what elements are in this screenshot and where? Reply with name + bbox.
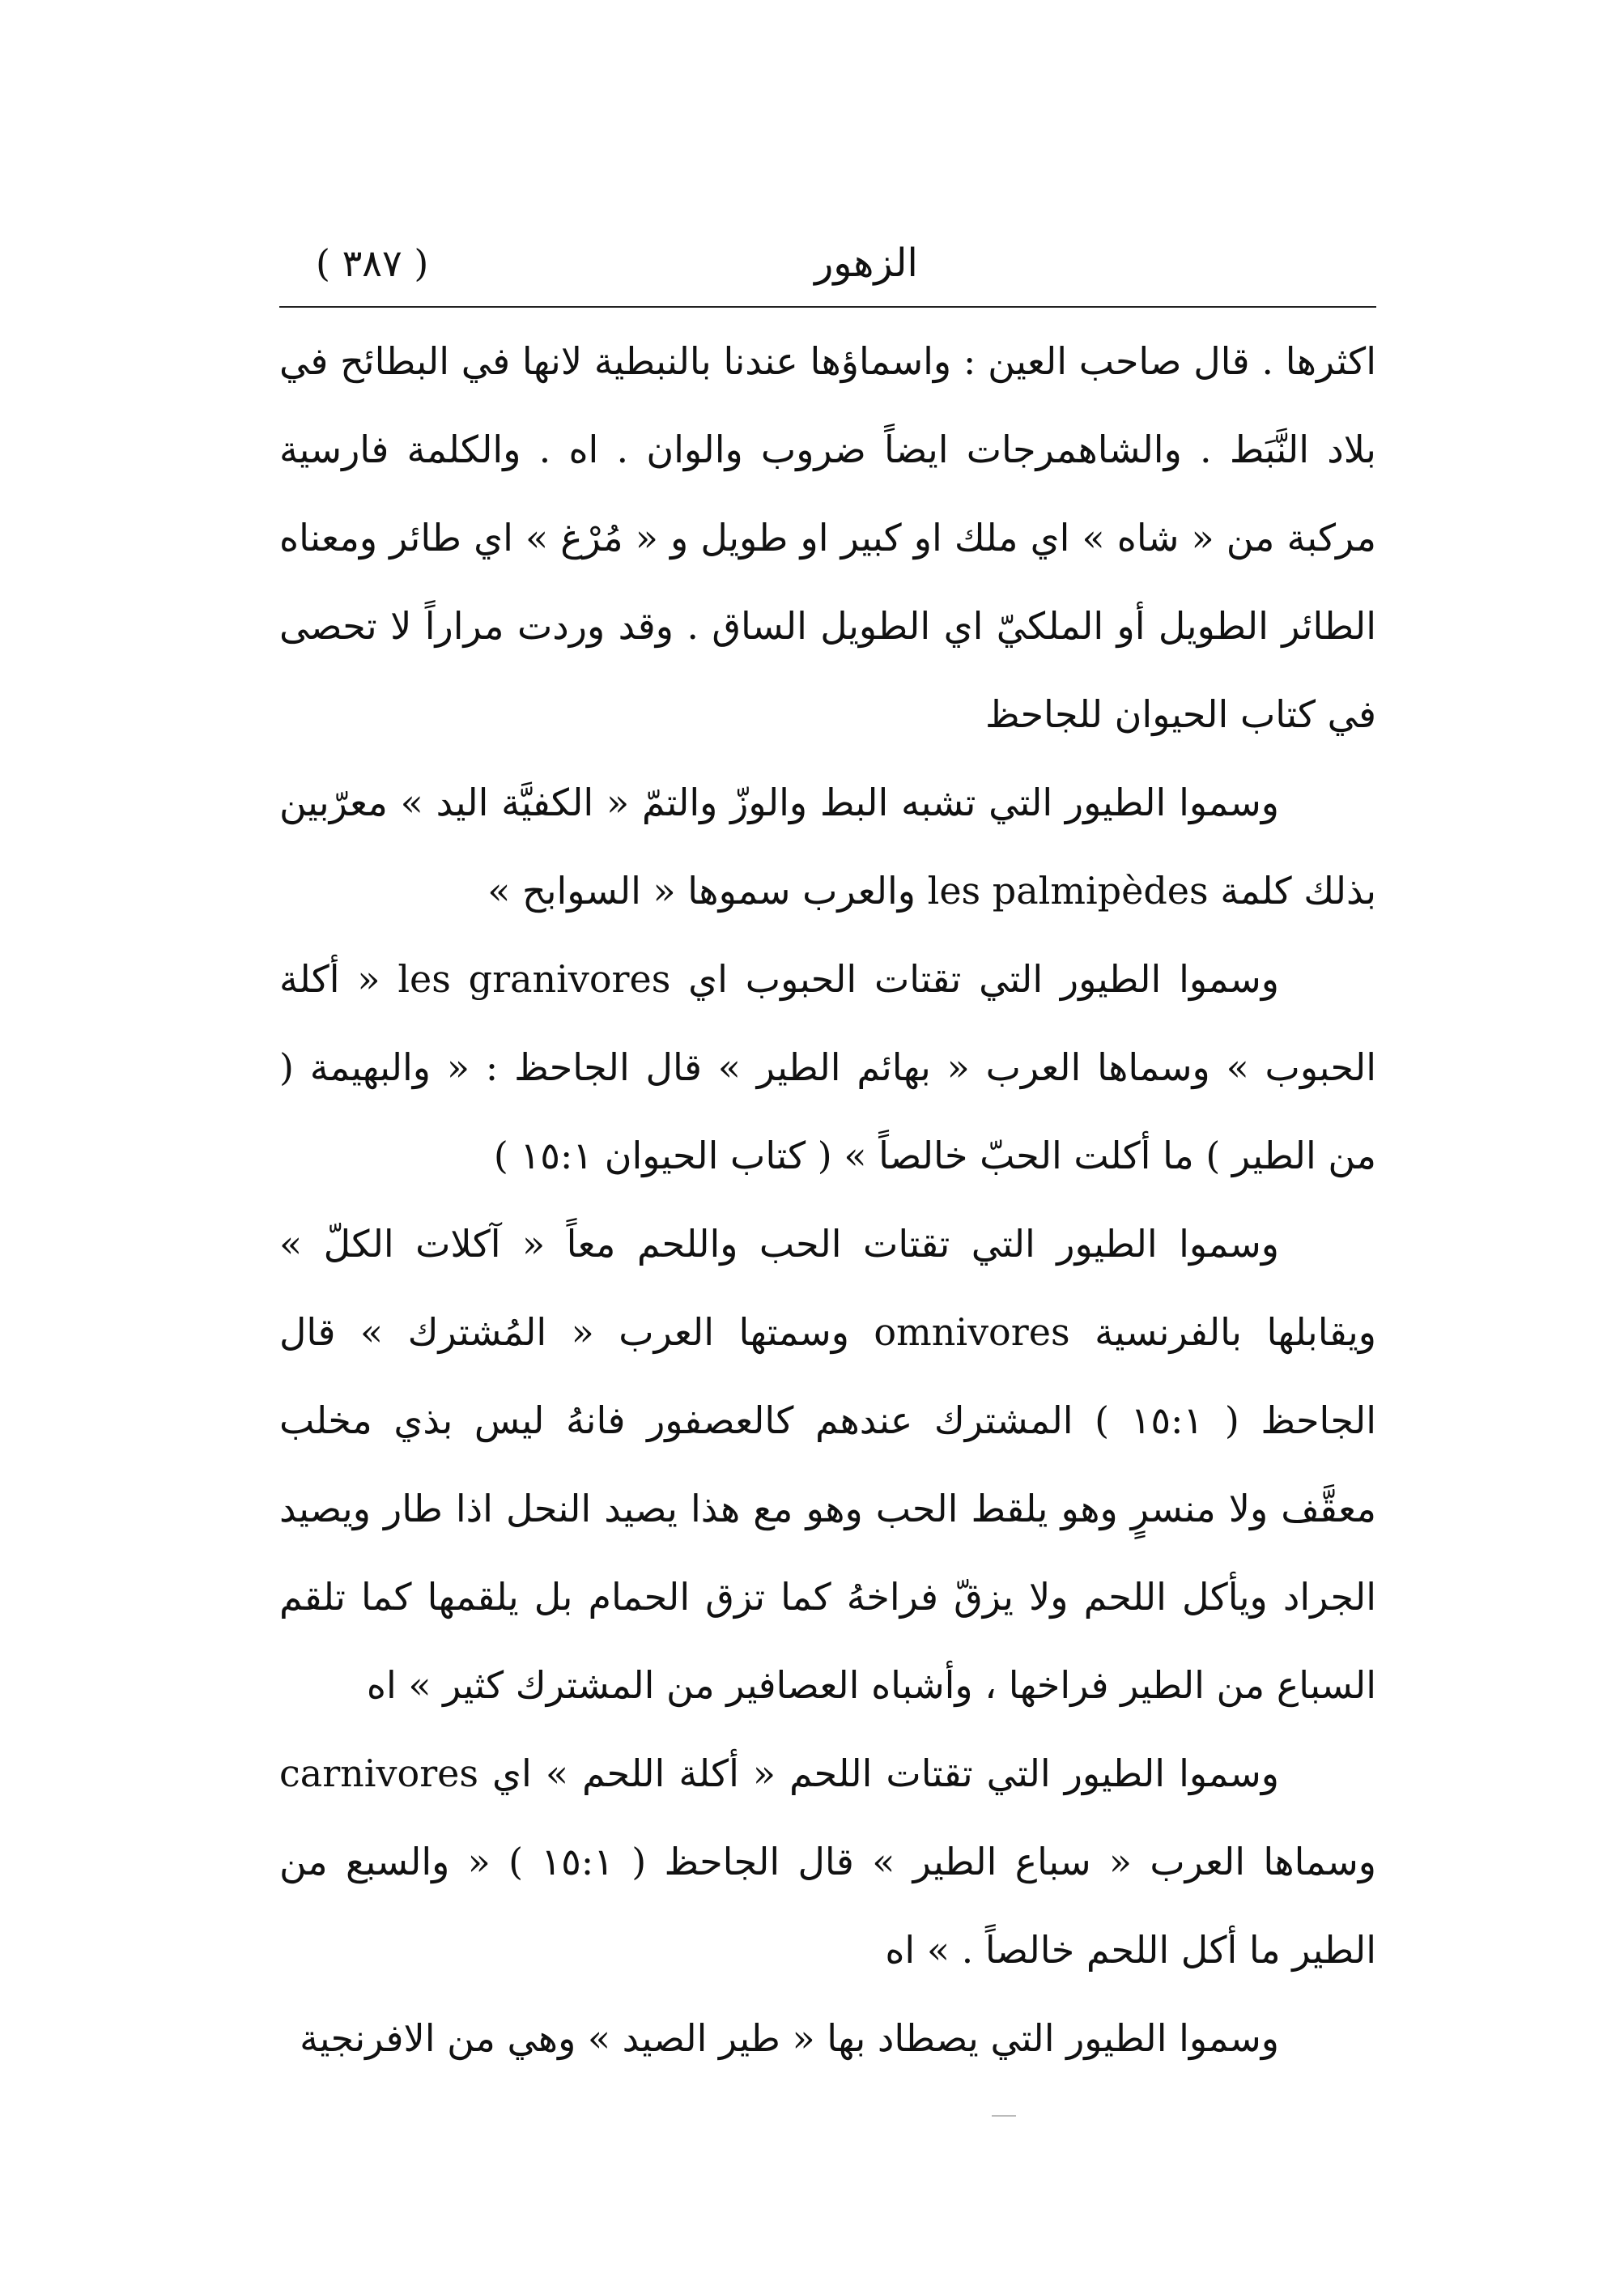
page-body [279,317,1376,2083]
paragraph-1: اكثرها . قال صاحب العين : واسماؤها عندنا بالنبطية لانها في البطائح في بلاد النَّبَط . والشاهمرجات ايضاً ضروب والوان . اه . والكلمة فارسية مركبة من « شاه » اي ملك او كبير او طويل و « مُرْغ » اي طائر ومعناه الطائر الطويل أو الملكيّ اي الطويل الساق . وقد وردت مراراً لا تحصى في كتاب الحيوان للجاحظ [279,339,1376,736]
running-title: الزهور [814,240,918,286]
page-number: ( ٣٨٧ ) [316,241,429,285]
page-header [279,235,1376,300]
paragraph-5: وسموا الطيور التي تقتات اللحم « أكلة اللحم » اي carnivores وسماها العرب « سباع الطير » قال الجاحظ ( ١٥:١ ) « والسبع من الطير ما أكل اللحم خالصاً . » اه [279,1751,1376,1972]
header-divider [279,306,1376,308]
paragraph-6: وسموا الطيور التي يصطاد بها « طير الصيد » وهي من الافرنجية [300,2016,1279,2060]
paragraph-2: وسموا الطيور التي تشبه البط والوزّ والتمّ « الكفيَّة اليد » معرّبين بذلك كلمة les palmipèdes والعرب سموها « السوابح » [279,781,1376,913]
paragraph-3: وسموا الطيور التي تقتات الحبوب اي les granivores « أكلة الحبوب » وسماها العرب « بهائم الطير » قال الجاحظ : « والبهيمة ( من الطير ) ما أكلت الحبّ خالصاً » ( كتاب الحيوان ١٥:١ ) [279,957,1376,1177]
paragraph-4: وسموا الطيور التي تقتات الحب واللحم معاً « آكلات الكلّ » ويقابلها بالفرنسية omnivores وسمتها العرب « المُشترك » قال الجاحظ ( ١٥:١ ) المشترك عندهم كالعصفور فانهُ ليس بذي مخلب معقَّف ولا منسرٍ وهو يلقط الحب وهو مع هذا يصيد النحل اذا طار ويصيد الجراد ويأكل اللحم ولا يزقّ فراخهُ كما تزق الحمام بل يلقمها كما تلقم السباع من الطير فراخها ، وأشباه العصافير من المشترك كثير » اه [279,1222,1377,1707]
scan-mark [992,2115,1016,2117]
